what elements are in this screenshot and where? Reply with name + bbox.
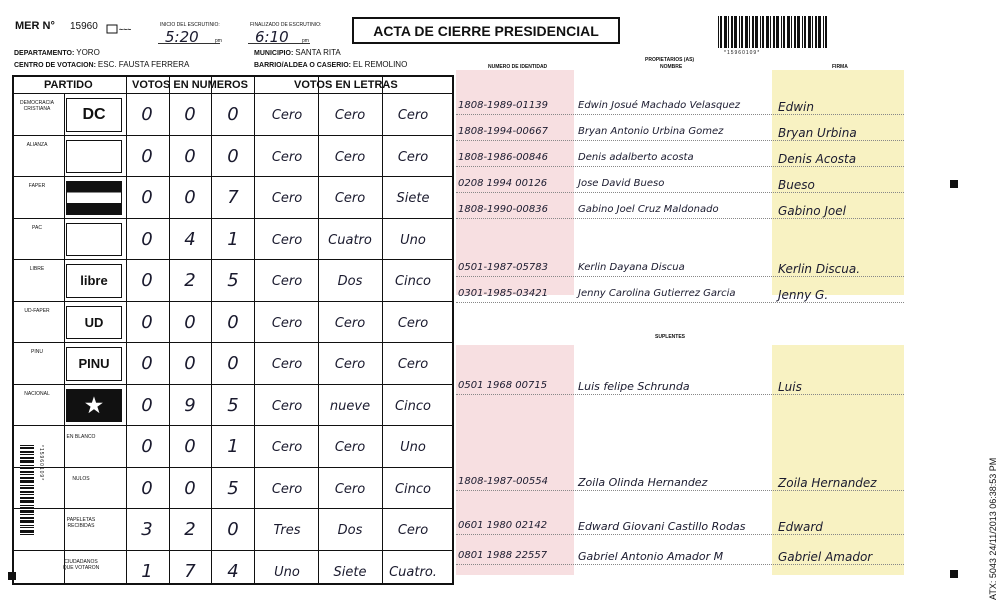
party-name: CIUDADANOS QUE VOTARON: [62, 558, 100, 571]
vote-digit: 5: [227, 270, 239, 291]
vote-digit: 0: [227, 311, 239, 333]
mer-label: MER N°: [15, 20, 55, 32]
vote-digit: 7: [227, 187, 239, 208]
centro-label: CENTRO DE VOTACION:: [14, 62, 96, 69]
col-name-label: NOMBRE: [660, 64, 683, 70]
suplente-id: 0801 1988 22557: [458, 550, 548, 561]
signer-sig: Kerlin Discua.: [778, 262, 861, 276]
vote-word: Siete: [333, 564, 367, 580]
finalizado-value: 6:10: [255, 28, 289, 46]
vote-word: Cero: [271, 481, 303, 497]
suplente-sig: Edward: [778, 520, 823, 534]
svg-text:~~~: ~~~: [119, 27, 132, 34]
signer-sig: Edwin: [778, 100, 814, 114]
party-name: DEMOCRACIA CRISTIANA: [20, 100, 54, 112]
signer-sig: Bryan Urbina: [778, 126, 857, 140]
vote-word: Cinco: [394, 274, 432, 289]
top-barcode-text: *15960109*: [724, 50, 761, 56]
left-barcode: [20, 445, 34, 537]
column-divider: [126, 77, 127, 583]
party-logo-text: UD: [84, 314, 104, 330]
vote-digit: 0: [184, 187, 196, 208]
vote-digit: 1: [141, 560, 153, 582]
column-divider: [254, 77, 255, 583]
signer-sig: Jenny G.: [778, 288, 829, 302]
party-logo: [66, 389, 122, 423]
party-logo: [66, 181, 122, 215]
party-name: NACIONAL: [24, 390, 50, 397]
vote-digit: 0: [184, 311, 196, 333]
party-logo: [66, 306, 122, 340]
registration-mark: [8, 572, 16, 580]
signature-line: [456, 192, 904, 193]
party-name: PINU: [31, 349, 43, 355]
vote-digit: 0: [141, 311, 153, 333]
vote-word: Cero: [271, 191, 303, 206]
party-logo-text: libre: [80, 273, 108, 289]
departamento-value: YORO: [76, 48, 100, 57]
signer-name: Kerlin Dayana Discua: [578, 262, 685, 273]
signer-id: 0501-1987-05783: [458, 262, 548, 273]
finalizado-label: FINALIZADO DE ESCRUTINIO:: [250, 22, 322, 28]
signer-id: 0208 1994 00126: [458, 178, 548, 189]
signer-id: 1808-1990-00836: [458, 204, 548, 215]
suplente-name: Zoila Olinda Hernandez: [578, 476, 708, 489]
party-logo-text: DC: [82, 105, 106, 123]
col-letras: VOTOS EN LETRAS: [294, 79, 398, 91]
side-stamp: ATX: 5043 24/11/2013 06:38:53 PM: [988, 457, 998, 600]
table-row: [14, 259, 452, 301]
vote-digit: 0: [184, 436, 196, 457]
suplente-sig: Gabriel Amador: [778, 550, 873, 564]
vote-word: Uno: [400, 440, 426, 455]
vote-digit: 0: [141, 228, 153, 250]
party-logo: [66, 264, 122, 298]
vote-word: nueve: [329, 398, 371, 414]
signer-name: Denis adalberto acosta: [578, 152, 694, 163]
party-logo: [66, 347, 122, 381]
party-logo-text: ★: [85, 394, 103, 417]
vote-word: Cero: [271, 440, 303, 455]
suplente-id: 1808-1987-00554: [458, 476, 548, 487]
vote-digit: 0: [141, 187, 153, 208]
vote-digit: 1: [227, 228, 239, 250]
suplente-name: Luis felipe Schrunda: [578, 380, 690, 393]
centro-value: ESC. FAUSTA FERRERA: [97, 60, 190, 69]
column-divider: [211, 77, 212, 583]
column-divider: [169, 77, 170, 583]
vote-word: Cero: [271, 315, 303, 331]
column-divider: [382, 77, 383, 583]
suplente-sig: Zoila Hernandez: [778, 476, 877, 490]
signature-line: [456, 276, 904, 277]
finalizado-unit: pm: [302, 38, 309, 44]
party-logo-text: PINU: [78, 356, 110, 372]
vote-digit: 0: [141, 145, 153, 167]
party-name: PAPELETAS RECIBIDAS: [66, 517, 96, 529]
mer-number: 15960: [70, 21, 98, 32]
vote-word: Cero: [334, 357, 366, 372]
inicio-label: INICIO DEL ESCRUTINIO:: [160, 22, 220, 28]
vote-word: Cuatro.: [389, 564, 437, 580]
signature-line: [456, 218, 904, 219]
vote-word: Siete: [396, 191, 430, 206]
table-row: [14, 301, 452, 343]
vote-word: Cero: [271, 149, 303, 165]
party-name: PAC: [32, 224, 42, 231]
table-row: [14, 176, 452, 218]
signer-name: Jenny Carolina Gutierrez Garcia: [578, 288, 736, 299]
vote-word: Dos: [337, 523, 363, 538]
col-name-top-label: PROPIETARIOS (AS): [645, 57, 695, 63]
signature-line: [456, 564, 904, 565]
signer-name: Jose David Bueso: [578, 178, 665, 189]
column-divider: [318, 77, 319, 583]
vote-digit: 1: [227, 436, 239, 457]
signature-line: [456, 140, 904, 141]
vote-word: Uno: [400, 232, 426, 248]
table-row: [14, 467, 452, 509]
vote-digit: 2: [184, 270, 196, 291]
vote-word: Cero: [397, 315, 429, 331]
table-row: [14, 508, 452, 550]
inicio-value: 5:20: [165, 28, 199, 46]
suplente-id: 0501 1968 00715: [458, 380, 548, 391]
vote-word: Cero: [334, 440, 366, 455]
party-name: EN BLANCO: [66, 434, 96, 440]
table-row: [14, 550, 452, 592]
signature-line: [456, 166, 904, 167]
registration-mark: [950, 570, 958, 578]
signer-sig: Gabino Joel: [778, 204, 846, 218]
vote-word: Uno: [274, 564, 300, 580]
vote-digit: 5: [227, 394, 239, 416]
barrio-value: EL REMOLINO: [352, 60, 408, 69]
vote-word: Tres: [273, 523, 301, 538]
vote-digit: 0: [184, 353, 196, 374]
party-logo: [66, 223, 122, 257]
vote-word: Cero: [271, 398, 303, 414]
vote-word: Cero: [334, 149, 366, 165]
vote-digit: 0: [141, 477, 153, 499]
vote-digit: 2: [184, 519, 196, 540]
vote-digit: 7: [184, 560, 196, 582]
suplente-name: Gabriel Antonio Amador M: [578, 550, 724, 563]
signature-line: [456, 490, 904, 491]
vote-word: Cinco: [394, 398, 432, 414]
vote-digit: 0: [141, 394, 153, 416]
vote-word: Cero: [271, 274, 303, 289]
signer-id: 1808-1986-00846: [458, 152, 548, 163]
barrio-label: BARRIO/ALDEA O CASERIO:: [254, 62, 351, 69]
signer-name: Gabino Joel Cruz Maldonado: [578, 204, 719, 215]
table-row: [14, 218, 452, 260]
vote-digit: 0: [227, 104, 239, 125]
top-barcode: [718, 16, 829, 48]
vote-digit: 5: [227, 477, 239, 499]
vote-digit: 0: [184, 477, 196, 499]
suplente-name: Edward Giovani Castillo Rodas: [578, 520, 746, 533]
vote-word: Cero: [397, 523, 429, 538]
signer-id: 0301-1985-03421: [458, 288, 548, 299]
municipio-label: MUNICIPIO:: [254, 50, 294, 57]
signature-line: [456, 302, 904, 303]
vote-word: Cero: [334, 108, 366, 123]
vote-word: Cinco: [394, 481, 432, 497]
vote-digit: 9: [184, 394, 196, 416]
vote-table: [12, 75, 454, 585]
vote-word: Cero: [271, 232, 303, 248]
departamento-label: DEPARTAMENTO:: [14, 50, 75, 57]
vote-digit: 0: [141, 104, 153, 125]
vote-digit: 0: [141, 353, 153, 374]
signature-line: [456, 534, 904, 535]
document-title: ACTA DE CIERRE PRESIDENCIAL: [352, 17, 620, 44]
column-divider: [64, 93, 65, 583]
vote-word: Cero: [334, 315, 366, 331]
signer-name: Edwin Josué Machado Velasquez: [578, 100, 741, 111]
signer-name: Bryan Antonio Urbina Gomez: [578, 126, 724, 137]
table-row: [14, 342, 452, 384]
col-id-label: NUMERO DE IDENTIDAD: [488, 64, 548, 70]
party-logo: [66, 98, 122, 132]
table-row: [14, 384, 452, 426]
vote-word: Cuatro: [328, 232, 372, 248]
col-partido: PARTIDO: [44, 79, 93, 91]
left-barcode-text: *15960109*: [38, 445, 44, 482]
table-row: [14, 135, 452, 177]
suplente-id: 0601 1980 02142: [458, 520, 548, 531]
suplente-sig: Luis: [778, 380, 802, 394]
vote-word: Cero: [271, 108, 303, 123]
vote-digit: 3: [141, 519, 153, 540]
table-row: [14, 425, 452, 467]
col-sign-label: FIRMA: [832, 64, 848, 70]
signer-id: 1808-1994-00667: [458, 126, 548, 137]
vote-digit: 0: [227, 519, 239, 540]
signature-line: [456, 114, 904, 115]
vote-word: Cero: [271, 357, 303, 372]
party-name: UD-FAPER: [24, 307, 50, 314]
signature-line: [456, 394, 904, 395]
vote-word: Dos: [337, 274, 363, 289]
vote-word: Cero: [397, 357, 429, 372]
vote-digit: 0: [141, 436, 153, 457]
vote-digit: 0: [227, 145, 239, 167]
suplentes-label: SUPLENTES: [655, 334, 686, 340]
party-name: NULOS: [72, 475, 90, 482]
signer-sig: Denis Acosta: [778, 152, 857, 166]
municipio-value: SANTA RITA: [295, 48, 341, 57]
party-name: LIBRE: [29, 266, 45, 272]
signer-sig: Bueso: [778, 178, 815, 192]
party-name: ALIANZA: [26, 141, 48, 148]
table-row: [14, 93, 452, 135]
party-name: FAPER: [28, 183, 46, 189]
vote-word: Cero: [397, 108, 429, 123]
vote-digit: 0: [227, 353, 239, 374]
vote-digit: 0: [184, 145, 196, 167]
col-numeros: VOTOS EN NUMEROS: [132, 79, 248, 91]
vote-word: Cero: [397, 149, 429, 165]
party-logo: [66, 140, 122, 174]
vote-digit: 0: [184, 104, 196, 125]
vote-word: Cero: [334, 191, 366, 206]
inicio-unit: pm: [215, 38, 222, 44]
vote-word: Cero: [334, 481, 366, 497]
registration-mark: [950, 180, 958, 188]
signer-id: 1808-1989-01139: [458, 100, 548, 111]
vote-digit: 4: [227, 560, 239, 582]
vote-digit: 4: [184, 228, 196, 250]
logo-stamp: [106, 22, 146, 34]
vote-digit: 0: [141, 270, 153, 291]
